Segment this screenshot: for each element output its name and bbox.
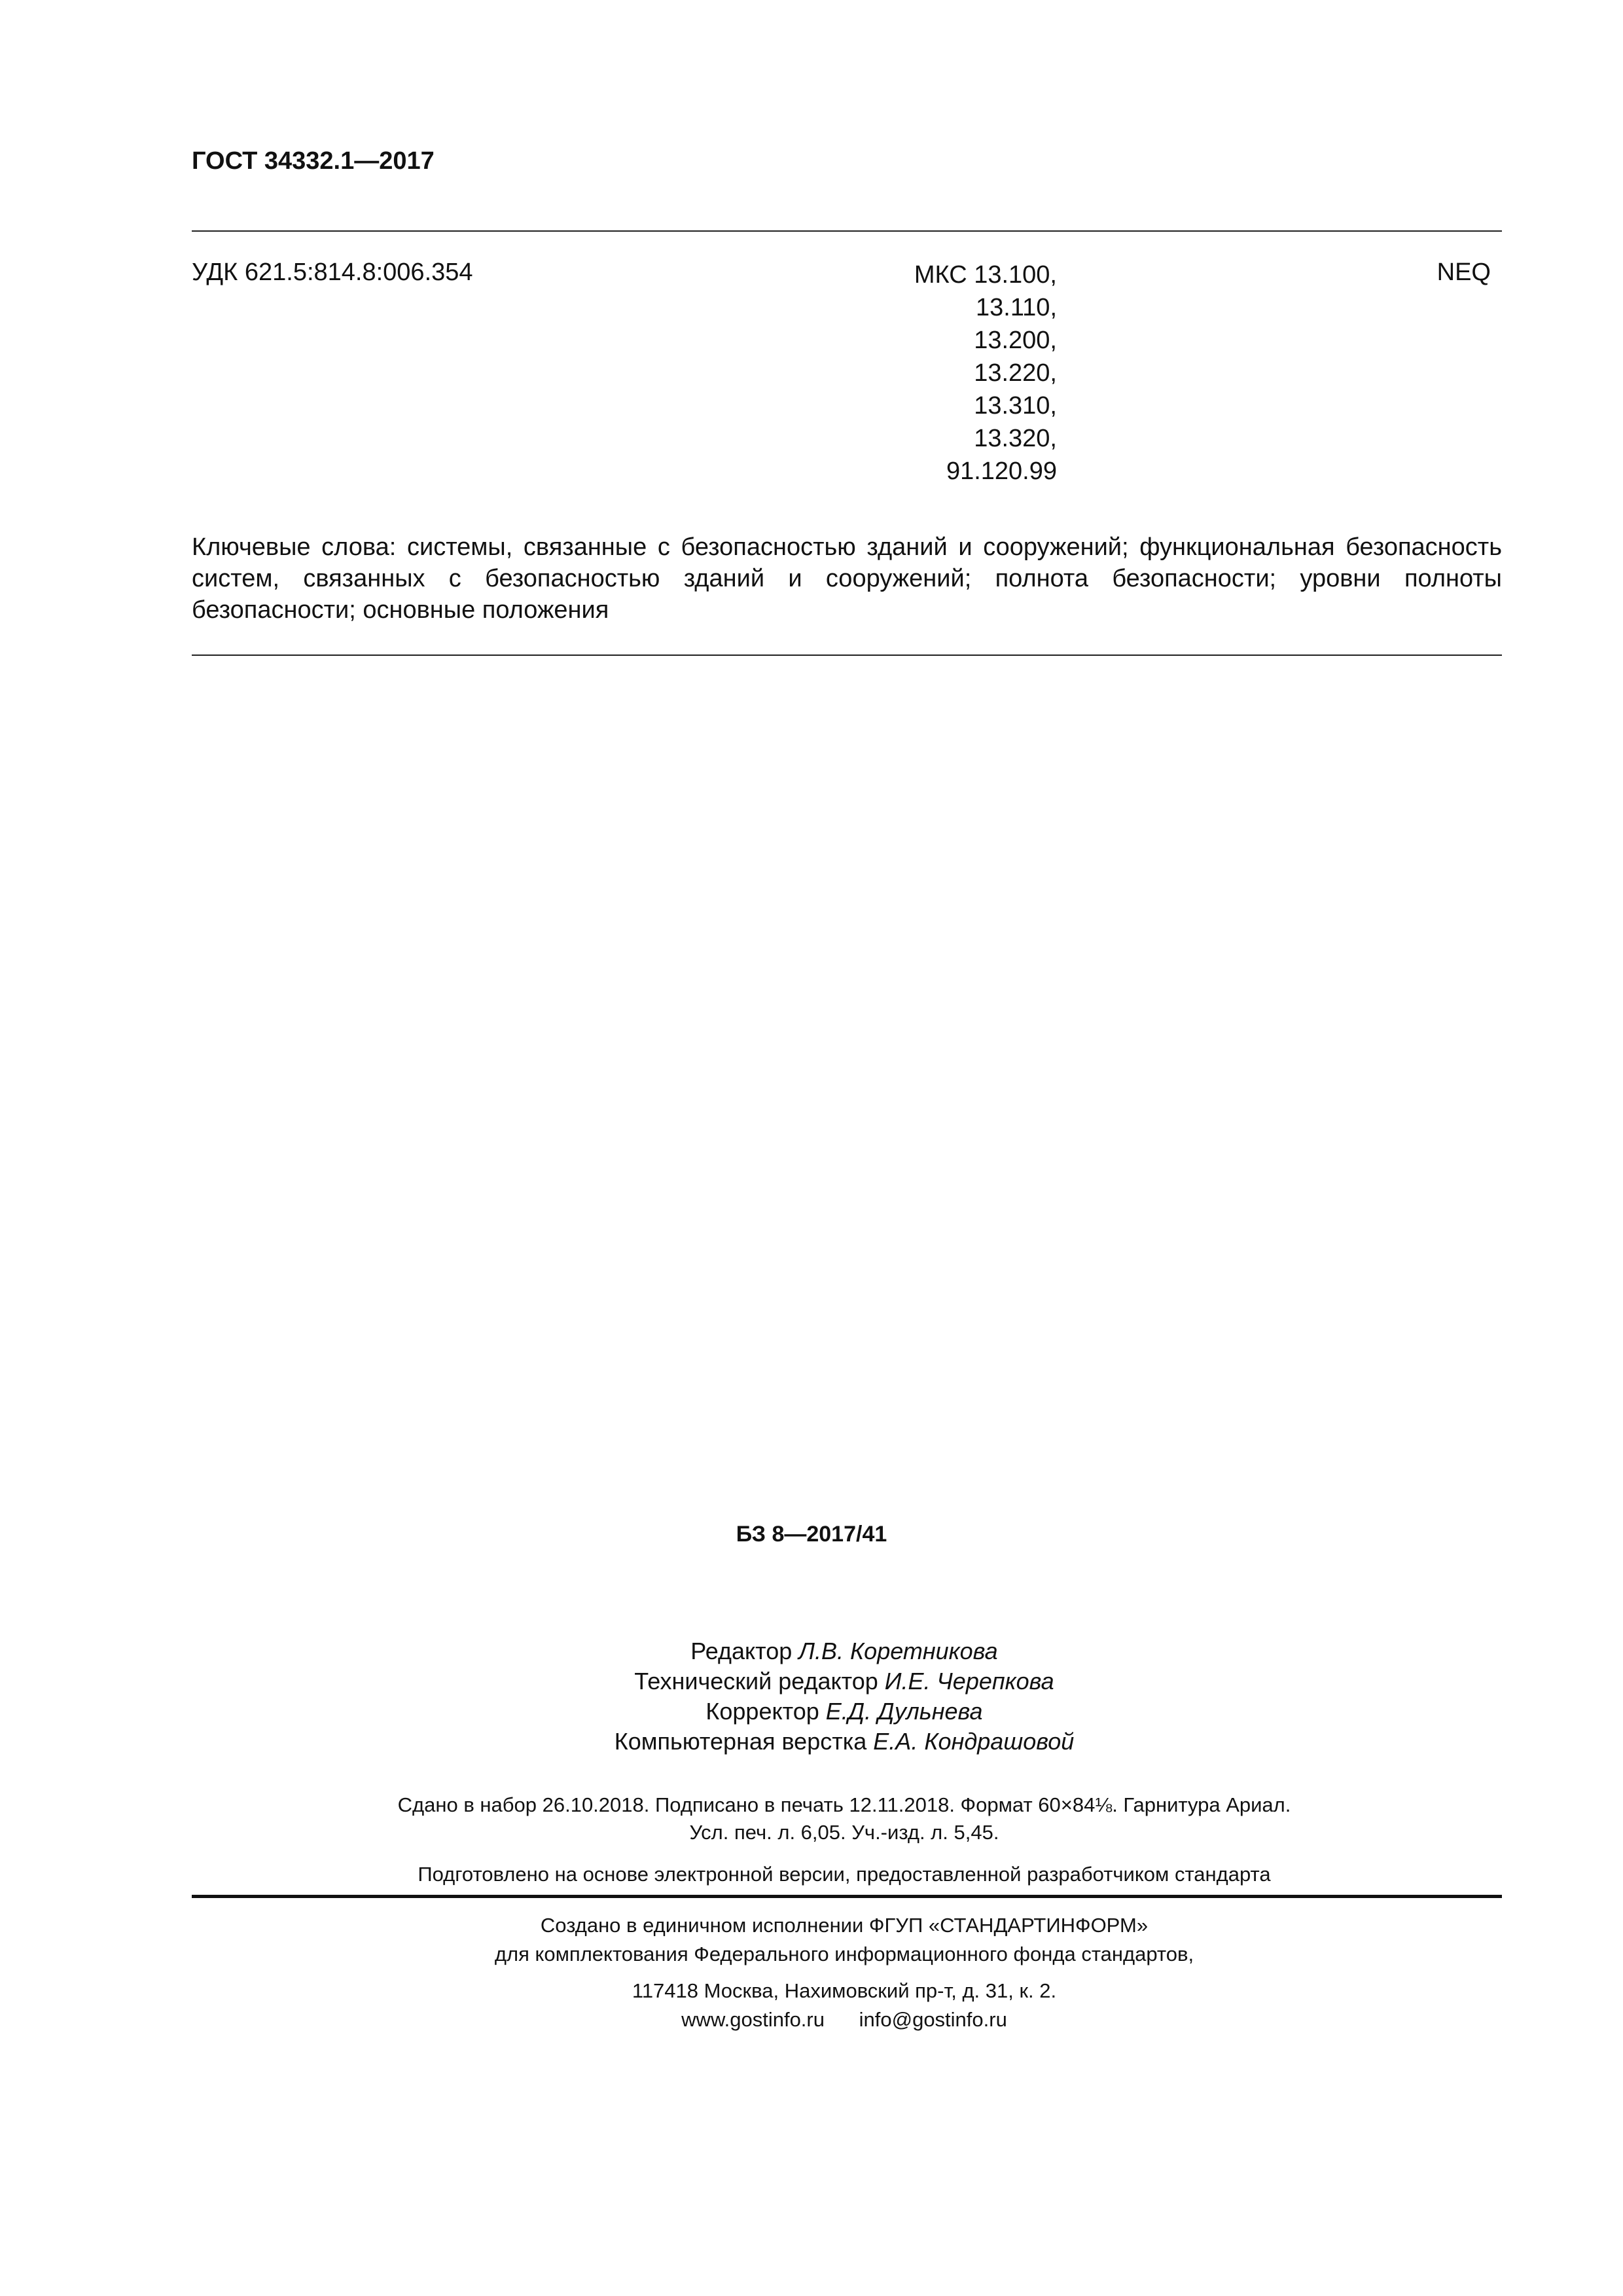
corrector-role: Корректор	[705, 1698, 819, 1725]
mks-codes	[914, 259, 1057, 488]
layout-line	[0, 1727, 1623, 1757]
mks-line: МКС 13.100,	[914, 261, 1057, 289]
layout-role: Компьютерная верстка	[614, 1728, 867, 1755]
print-info-line: Сдано в набор 26.10.2018. Подписано в печать 12.11.2018. Формат 60×84⅛. Гарнитура Ариал.	[397, 1793, 1291, 1816]
publisher-footer	[0, 1911, 1623, 2034]
corrector-name: Е.Д. Дульнева	[825, 1698, 983, 1725]
website-link[interactable]: www.gostinfo.ru	[681, 2008, 825, 2031]
editor-line	[0, 1636, 1623, 1666]
editorial-credits	[0, 1636, 1623, 1757]
divider-keywords	[192, 655, 1502, 656]
tech-editor-name: И.Е. Черепкова	[884, 1668, 1054, 1695]
created-line: Создано в единичном исполнении ФГУП «СТАНДАРТИНФОРМ»	[540, 1914, 1149, 1937]
mks-line: 91.120.99	[946, 457, 1057, 485]
contacts-line	[0, 2005, 1623, 2034]
mks-line: 13.220,	[974, 359, 1057, 387]
corrector-line	[0, 1696, 1623, 1727]
bz-number: БЗ 8—2017/41	[736, 1522, 887, 1547]
layout-name: Е.А. Кондрашовой	[873, 1728, 1075, 1755]
mks-line: 13.110,	[976, 294, 1057, 321]
tech-editor-role: Технический редактор	[634, 1668, 878, 1695]
mks-line: 13.320,	[974, 425, 1057, 452]
keywords-paragraph: Ключевые слова: системы, связанные с безопасностью зданий и сооружений; функциональная безопасность систем, связанных с безопасностью зданий и сооружений; полнота безопасности; уровни полноты безопасности; основные положения	[192, 533, 1502, 624]
created-line: для комплектования Федерального информационного фонда стандартов,	[494, 1943, 1194, 1965]
mks-line: 13.310,	[974, 392, 1057, 420]
page-header-title: ГОСТ 34332.1—2017	[192, 147, 435, 175]
email-link[interactable]: info@gostinfo.ru	[859, 2008, 1007, 2031]
publisher-address: 117418 Москва, Нахимовский пр-т, д. 31, к. 2.	[632, 1979, 1057, 2002]
prepared-note: Подготовлено на основе электронной версии, предоставленной разработчиком стандарта	[418, 1863, 1271, 1886]
divider-footer	[192, 1895, 1502, 1898]
tech-editor-line	[0, 1666, 1623, 1696]
editor-name: Л.В. Коретникова	[798, 1638, 998, 1664]
print-info	[0, 1791, 1623, 1846]
divider-top	[192, 230, 1502, 232]
mks-line: 13.200,	[974, 327, 1057, 354]
udc-code: УДК 621.5:814.8:006.354	[192, 259, 473, 286]
print-info-line: Усл. печ. л. 6,05. Уч.-изд. л. 5,45.	[689, 1821, 999, 1844]
editor-role: Редактор	[690, 1638, 793, 1664]
equivalence-code: NEQ	[1436, 259, 1491, 286]
